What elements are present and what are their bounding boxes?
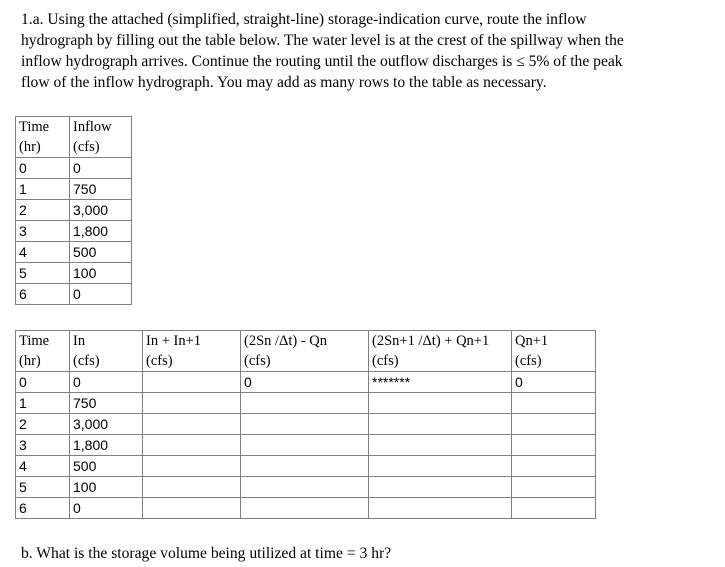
cell-storage-plus bbox=[369, 456, 512, 477]
cell-inflow: 3,000 bbox=[70, 200, 132, 221]
header-unit: (cfs) bbox=[369, 351, 512, 372]
cell-time: 0 bbox=[16, 372, 70, 393]
question-line: hydrograph by filling out the table below. The water level is at the crest of the spillway when the bbox=[21, 32, 624, 49]
header-outflow: Qn+1 bbox=[512, 331, 596, 352]
cell-outflow bbox=[512, 477, 596, 498]
cell-storage-plus bbox=[369, 498, 512, 519]
part-b-question: b. What is the storage volume being utilized at time = 3 hr? bbox=[21, 545, 392, 562]
table-row bbox=[16, 498, 596, 519]
question-text bbox=[21, 9, 721, 93]
table-row bbox=[16, 393, 596, 414]
cell-in: 100 bbox=[70, 477, 143, 498]
table-row bbox=[16, 242, 132, 263]
table-row bbox=[16, 200, 132, 221]
cell-time: 2 bbox=[16, 200, 70, 221]
table-header-row bbox=[16, 117, 132, 138]
cell-storage-minus bbox=[241, 456, 369, 477]
cell-storage-minus bbox=[241, 393, 369, 414]
routing-table bbox=[15, 330, 596, 519]
cell-time: 2 bbox=[16, 414, 70, 435]
cell-inflow: 750 bbox=[70, 179, 132, 200]
cell-in-sum bbox=[143, 477, 241, 498]
table-row bbox=[16, 284, 132, 305]
header-unit: (hr) bbox=[16, 351, 70, 372]
cell-time: 6 bbox=[16, 498, 70, 519]
cell-outflow bbox=[512, 456, 596, 477]
header-in-sum: In + In+1 bbox=[143, 331, 241, 352]
cell-in: 0 bbox=[70, 372, 143, 393]
cell-time: 0 bbox=[16, 158, 70, 179]
cell-time: 5 bbox=[16, 477, 70, 498]
cell-storage-minus: 0 bbox=[241, 372, 369, 393]
cell-storage-plus bbox=[369, 393, 512, 414]
question-line: flow of the inflow hydrograph. You may add as many rows to the table as necessary. bbox=[21, 74, 547, 91]
cell-inflow: 0 bbox=[70, 158, 132, 179]
table-row bbox=[16, 221, 132, 242]
cell-storage-minus bbox=[241, 414, 369, 435]
cell-storage-plus bbox=[369, 477, 512, 498]
question-line: inflow hydrograph arrives. Continue the routing until the outflow discharges is ≤ 5% of the peak bbox=[21, 53, 623, 70]
cell-outflow: 0 bbox=[512, 372, 596, 393]
cell-storage-plus bbox=[369, 414, 512, 435]
cell-in: 750 bbox=[70, 393, 143, 414]
table-row bbox=[16, 414, 596, 435]
cell-inflow: 500 bbox=[70, 242, 132, 263]
cell-storage-plus bbox=[369, 435, 512, 456]
header-in: In bbox=[70, 331, 143, 352]
cell-outflow bbox=[512, 414, 596, 435]
header-time: Time bbox=[16, 331, 70, 352]
header-unit: (cfs) bbox=[241, 351, 369, 372]
cell-time: 4 bbox=[16, 242, 70, 263]
table-row bbox=[16, 477, 596, 498]
cell-in-sum bbox=[143, 498, 241, 519]
table-header-row bbox=[16, 137, 132, 158]
cell-outflow bbox=[512, 435, 596, 456]
cell-outflow bbox=[512, 498, 596, 519]
question-line: 1.a. Using the attached (simplified, straight-line) storage-indication curve, route the inflow bbox=[21, 11, 587, 28]
header-time-unit: (hr) bbox=[16, 137, 70, 158]
header-unit: (cfs) bbox=[70, 351, 143, 372]
cell-outflow bbox=[512, 393, 596, 414]
cell-in: 1,800 bbox=[70, 435, 143, 456]
cell-storage-minus bbox=[241, 498, 369, 519]
header-unit: (cfs) bbox=[512, 351, 596, 372]
table-header-row bbox=[16, 331, 596, 352]
cell-in-sum bbox=[143, 372, 241, 393]
cell-time: 5 bbox=[16, 263, 70, 284]
table-header-row bbox=[16, 351, 596, 372]
cell-in: 3,000 bbox=[70, 414, 143, 435]
cell-in-sum bbox=[143, 456, 241, 477]
cell-in-sum bbox=[143, 414, 241, 435]
header-time: Time bbox=[16, 117, 70, 138]
cell-inflow: 100 bbox=[70, 263, 132, 284]
table-row bbox=[16, 179, 132, 200]
cell-storage-minus bbox=[241, 435, 369, 456]
table-row bbox=[16, 372, 596, 393]
header-inflow: Inflow bbox=[70, 117, 132, 138]
cell-inflow: 0 bbox=[70, 284, 132, 305]
cell-in-sum bbox=[143, 435, 241, 456]
table-row bbox=[16, 158, 132, 179]
header-inflow-unit: (cfs) bbox=[70, 137, 132, 158]
table-row bbox=[16, 456, 596, 477]
cell-time: 1 bbox=[16, 393, 70, 414]
cell-time: 1 bbox=[16, 179, 70, 200]
table-row bbox=[16, 435, 596, 456]
routing-table-body bbox=[16, 372, 596, 519]
header-unit: (cfs) bbox=[143, 351, 241, 372]
header-storage-minus: (2Sn /Δt) - Qn bbox=[241, 331, 369, 352]
cell-time: 6 bbox=[16, 284, 70, 305]
inflow-table bbox=[15, 116, 132, 305]
table-row bbox=[16, 263, 132, 284]
cell-time: 4 bbox=[16, 456, 70, 477]
cell-in: 0 bbox=[70, 498, 143, 519]
cell-inflow: 1,800 bbox=[70, 221, 132, 242]
cell-storage-plus: ******* bbox=[369, 372, 512, 393]
cell-storage-minus bbox=[241, 477, 369, 498]
cell-time: 3 bbox=[16, 221, 70, 242]
cell-in-sum bbox=[143, 393, 241, 414]
cell-time: 3 bbox=[16, 435, 70, 456]
header-storage-plus: (2Sn+1 /Δt) + Qn+1 bbox=[369, 331, 512, 352]
cell-in: 500 bbox=[70, 456, 143, 477]
